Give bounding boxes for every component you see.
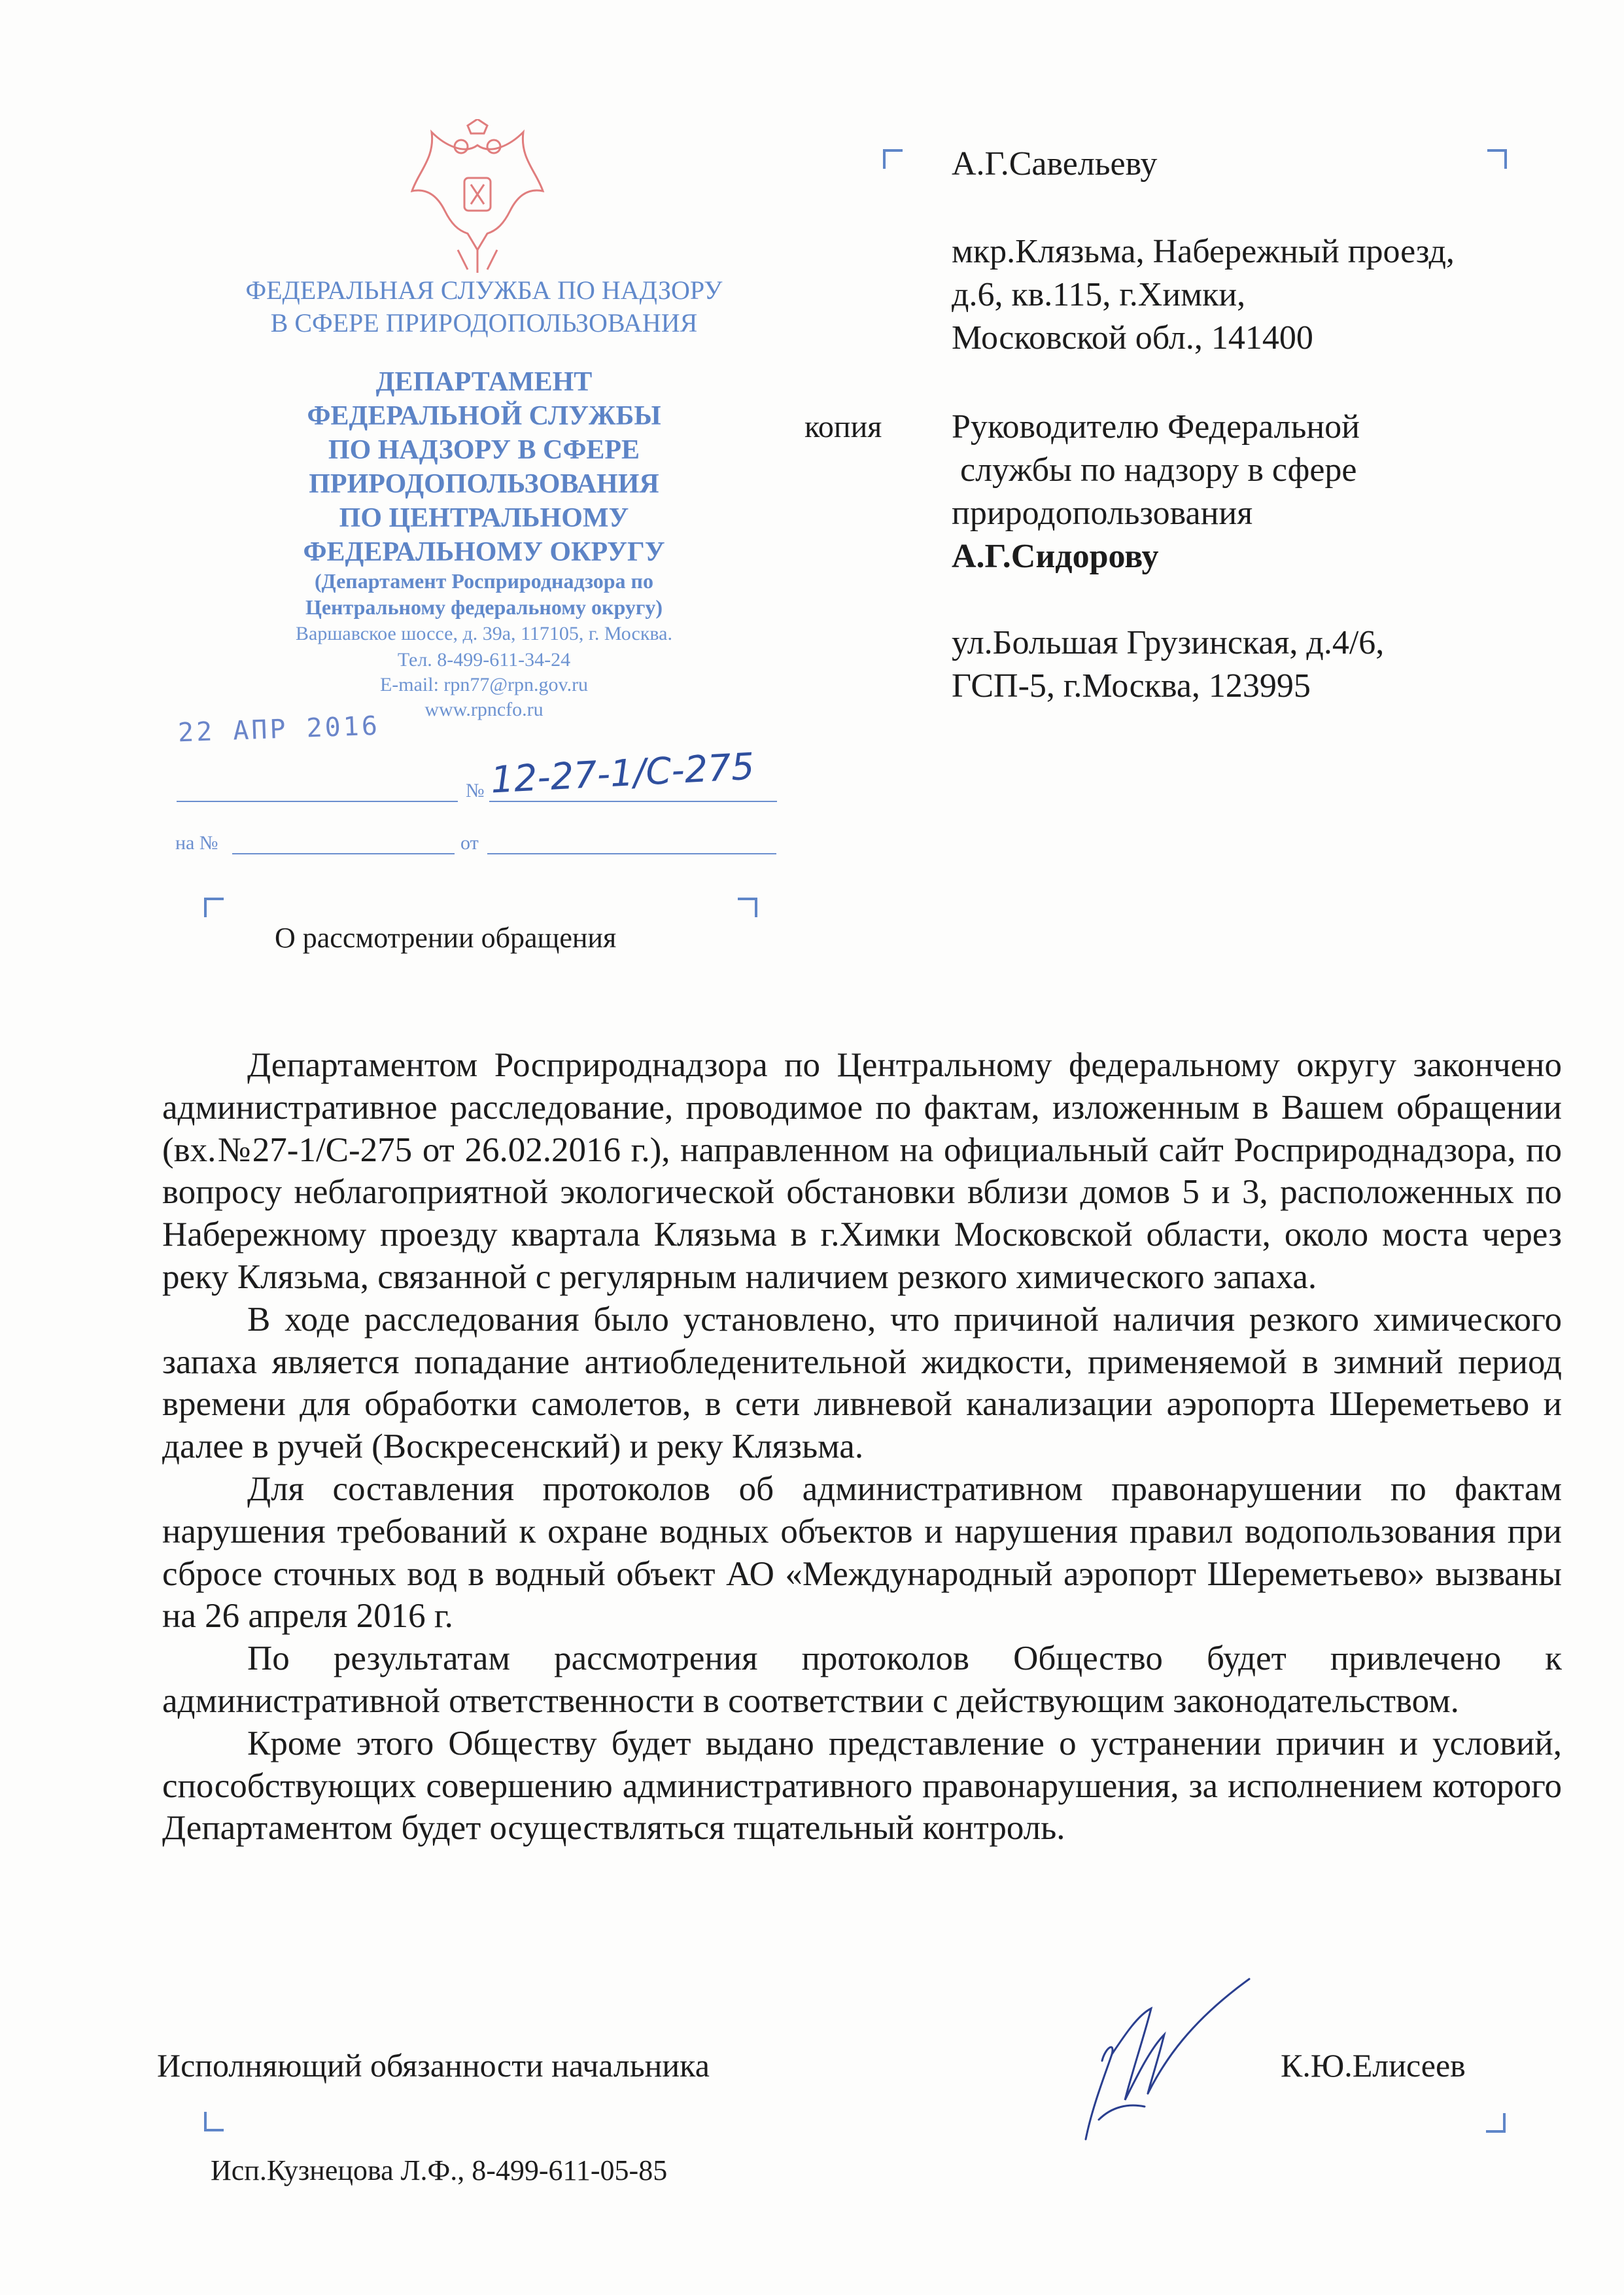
copy-recipient-line: Руководителю Федеральной bbox=[952, 408, 1360, 446]
number-line bbox=[489, 801, 777, 802]
number-label: № bbox=[466, 780, 485, 801]
department-phone: Тел. 8-499-611-34-24 bbox=[397, 649, 571, 671]
address-corner-mark bbox=[1487, 149, 1507, 169]
department-line: ФЕДЕРАЛЬНОЙ СЛУЖБЫ bbox=[307, 401, 661, 431]
copy-recipient-name: А.Г.Сидорову bbox=[952, 538, 1159, 575]
department-line: ПО НАДЗОРУ В СФЕРЕ bbox=[328, 435, 640, 465]
date-line bbox=[177, 801, 458, 802]
department-short-name: (Департамент Росприроднадзора по bbox=[315, 569, 653, 593]
department-address: Варшавское шоссе, д. 39а, 117105, г. Москва. bbox=[296, 623, 672, 644]
copy-label: копия bbox=[804, 410, 882, 444]
reply-number-line bbox=[232, 853, 455, 854]
subject-line: О рассмотрении обращения bbox=[275, 922, 617, 954]
body-paragraph: Департаментом Росприроднадзора по Центральному федеральному округу закончено административное расследование, проводимое по фактам, изложенным в Вашем обращении (вх.№27-1/С-275 от 26.02.2016 г.), направленном на официальный сайт Росприроднадзора, по вопросу неблагоприятной экологической обстановки вблизи домов 5 и 3, расположенных по Набережному проезду квартала Клязьма в г.Химки Московской области, около моста через реку Клязьма, связанной с регулярным наличием резкого химического запаха. bbox=[162, 1046, 1562, 1296]
reply-number-label: на № bbox=[175, 832, 218, 854]
body-paragraph: По результатам рассмотрения протоколов Общество будет привлечено к административной ответственности в соответствии с действующим законодательством. bbox=[162, 1639, 1562, 1720]
department-website: www.rpncfo.ru bbox=[424, 699, 544, 720]
department-line: ПО ЦЕНТРАЛЬНОМУ bbox=[339, 503, 629, 533]
department-line: ФЕДЕРАЛЬНОМУ ОКРУГУ bbox=[303, 537, 665, 567]
department-email: E-mail: rpn77@rpn.gov.ru bbox=[379, 674, 589, 695]
recipient-address-line: мкр.Клязьма, Набережный проезд, bbox=[952, 233, 1455, 270]
date-stamp: 22 АПР 2016 bbox=[177, 710, 381, 748]
letter-body bbox=[162, 1044, 1562, 1849]
footer-corner-mark bbox=[204, 2112, 224, 2131]
signatory-name: К.Ю.Елисеев bbox=[1281, 2047, 1466, 2084]
copy-recipient-line: службы по надзору в сфере bbox=[960, 451, 1357, 489]
department-line: ПРИРОДОПОЛЬЗОВАНИЯ bbox=[309, 469, 659, 499]
reply-from-line bbox=[487, 853, 776, 854]
handwritten-signature bbox=[1066, 1976, 1256, 2146]
agency-name-line1: ФЕДЕРАЛЬНАЯ СЛУЖБА ПО НАДЗОРУ bbox=[245, 275, 723, 305]
footer-corner-mark bbox=[1486, 2113, 1506, 2133]
reply-from-label: от bbox=[460, 832, 479, 854]
agency-name-line2: В СФЕРЕ ПРИРОДОПОЛЬЗОВАНИЯ bbox=[270, 308, 698, 338]
body-paragraph: Для составления протоколов об административном правонарушении по фактам нарушения требований к охране водных объектов и нарушения правил водопользования при сбросе сточных вод в водный объект АО «Международный аэропорт Шереметьево» вызваны на 26 апреля 2016 г. bbox=[162, 1469, 1562, 1636]
subject-corner-mark bbox=[204, 898, 224, 917]
subject-corner-mark bbox=[738, 898, 757, 917]
department-short-name: Центральному федеральному округу) bbox=[305, 595, 663, 619]
recipient-address-line: Московской обл., 141400 bbox=[952, 319, 1313, 357]
recipient-address-line: д.6, кв.115, г.Химки, bbox=[952, 276, 1246, 313]
copy-address-line: ул.Большая Грузинская, д.4/6, bbox=[952, 624, 1385, 661]
handwritten-number: 12-27-1/С-275 bbox=[489, 745, 756, 802]
copy-address-line: ГСП-5, г.Москва, 123995 bbox=[952, 667, 1311, 705]
signatory-position: Исполняющий обязанности начальника bbox=[157, 2047, 710, 2084]
recipient-name: А.Г.Савельеву bbox=[952, 145, 1158, 183]
address-corner-mark bbox=[883, 149, 903, 169]
executor-info: Исп.Кузнецова Л.Ф., 8-499-611-05-85 bbox=[211, 2154, 668, 2186]
department-line: ДЕПАРТАМЕНТ bbox=[375, 367, 593, 397]
body-paragraph: В ходе расследования было установлено, что причиной наличия резкого химического запаха является попадание антиобледенительной жидкости, применяемой в зимний период времени для обработки самолетов, в сети ливневой канализации аэропорта Шереметьево и далее в ручей (Воскресенский) и реку Клязьма. bbox=[162, 1300, 1562, 1466]
body-paragraph: Кроме этого Обществу будет выдано представление о устранении причин и условий, способствующих совершению административного правонарушения, за исполнением которого Департаментом будет осуществляться тщательный контроль. bbox=[162, 1724, 1562, 1848]
copy-recipient-line: природопользования bbox=[952, 495, 1253, 532]
double-headed-eagle-emblem bbox=[406, 119, 549, 276]
